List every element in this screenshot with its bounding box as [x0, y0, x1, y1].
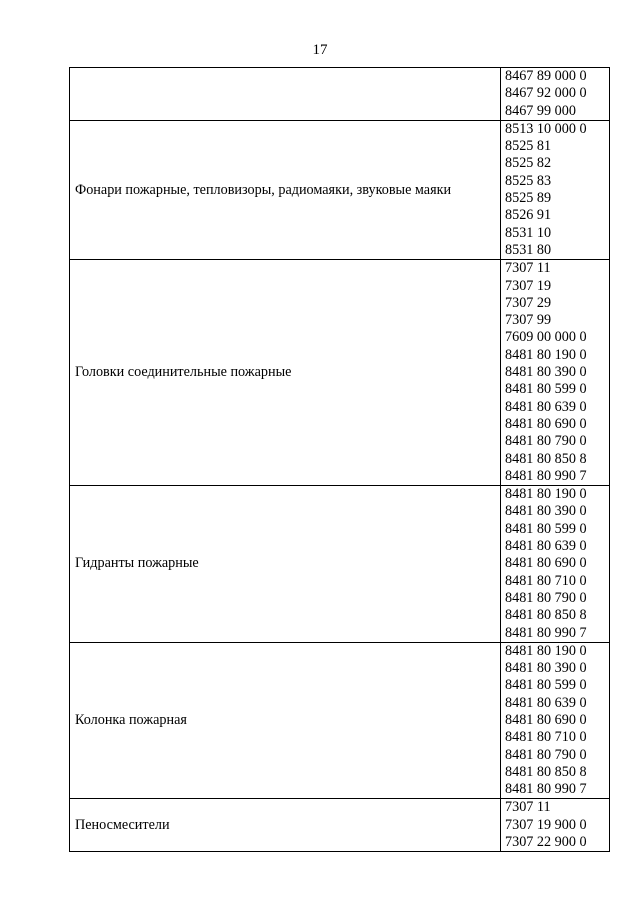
product-codes-table-body	[70, 68, 610, 852]
table-row	[70, 68, 610, 121]
table-row	[70, 799, 610, 852]
tnved-code: 8481 80 850 8	[505, 450, 587, 467]
tnved-code: 7609 00 000 0	[505, 329, 587, 346]
tnved-code: 8525 89	[505, 190, 552, 207]
tnved-code: 8481 80 190 0	[505, 346, 587, 363]
tnved-code: 8467 89 000 0	[505, 68, 587, 84]
tnved-code: 8481 80 710 0	[505, 729, 587, 746]
page-number: 17	[312, 42, 328, 58]
tnved-code: 8481 80 990 7	[505, 467, 587, 484]
product-name-cell: Колонка пожарная	[70, 642, 501, 799]
tnved-code: 8467 99 000	[505, 102, 576, 119]
tnved-code: 7307 11	[505, 260, 551, 277]
tnved-code: 8481 80 639 0	[505, 398, 587, 415]
tnved-code: 8481 80 599 0	[505, 677, 587, 694]
tnved-codes-cell	[501, 260, 610, 486]
tnved-code: 7307 99	[505, 312, 552, 329]
tnved-code: 8481 80 390 0	[505, 660, 587, 677]
product-name-cell: Гидранты пожарные	[70, 486, 501, 643]
tnved-code: 8481 80 599 0	[505, 520, 587, 537]
product-name-cell: Фонари пожарные, тепловизоры, радиомаяки, звуковые маяки	[70, 120, 501, 259]
tnved-code: 8481 80 599 0	[505, 381, 587, 398]
table-row	[70, 486, 610, 643]
tnved-codes-cell	[501, 120, 610, 259]
tnved-codes-cell	[501, 799, 610, 852]
tnved-code: 8481 80 390 0	[505, 503, 587, 520]
tnved-code: 8467 92 000 0	[505, 85, 587, 102]
tnved-codes-cell	[501, 486, 610, 643]
tnved-code: 7307 29	[505, 294, 552, 311]
tnved-code: 8481 80 790 0	[505, 433, 587, 450]
tnved-code: 8481 80 990 7	[505, 624, 587, 641]
tnved-code: 8481 80 690 0	[505, 415, 587, 432]
tnved-code: 8481 80 390 0	[505, 364, 587, 381]
tnved-code: 8481 80 190 0	[505, 642, 587, 659]
tnved-code: 8531 80	[505, 241, 552, 258]
tnved-code: 8481 80 710 0	[505, 572, 587, 589]
tnved-code: 8481 80 190 0	[505, 486, 587, 503]
tnved-code: 8481 80 690 0	[505, 711, 587, 728]
tnved-code: 8481 80 639 0	[505, 694, 587, 711]
tnved-code: 7307 22 900 0	[505, 834, 587, 851]
product-codes-table	[69, 67, 610, 852]
tnved-code: 8481 80 639 0	[505, 538, 587, 555]
tnved-code: 8531 10	[505, 224, 552, 241]
tnved-codes-cell	[501, 642, 610, 799]
tnved-code: 8525 82	[505, 155, 552, 172]
tnved-code: 8481 80 790 0	[505, 589, 587, 606]
tnved-code: 8526 91	[505, 207, 552, 224]
tnved-code: 7307 11	[505, 799, 551, 816]
product-name-cell: Головки соединительные пожарные	[70, 260, 501, 486]
tnved-code: 8525 83	[505, 172, 552, 189]
tnved-code: 8481 80 690 0	[505, 555, 587, 572]
tnved-codes-cell	[501, 68, 610, 121]
product-name-cell	[70, 68, 501, 121]
tnved-code: 7307 19	[505, 277, 552, 294]
tnved-code: 8481 80 850 8	[505, 607, 587, 624]
table-row	[70, 260, 610, 486]
tnved-code: 8513 10 000 0	[505, 120, 587, 137]
tnved-code: 8525 81	[505, 138, 552, 155]
tnved-code: 7307 19 900 0	[505, 816, 587, 833]
product-name-cell: Пеносмесители	[70, 799, 501, 852]
table-row	[70, 642, 610, 799]
tnved-code: 8481 80 850 8	[505, 763, 587, 780]
table-row	[70, 120, 610, 259]
tnved-code: 8481 80 990 7	[505, 781, 587, 798]
tnved-code: 8481 80 790 0	[505, 746, 587, 763]
